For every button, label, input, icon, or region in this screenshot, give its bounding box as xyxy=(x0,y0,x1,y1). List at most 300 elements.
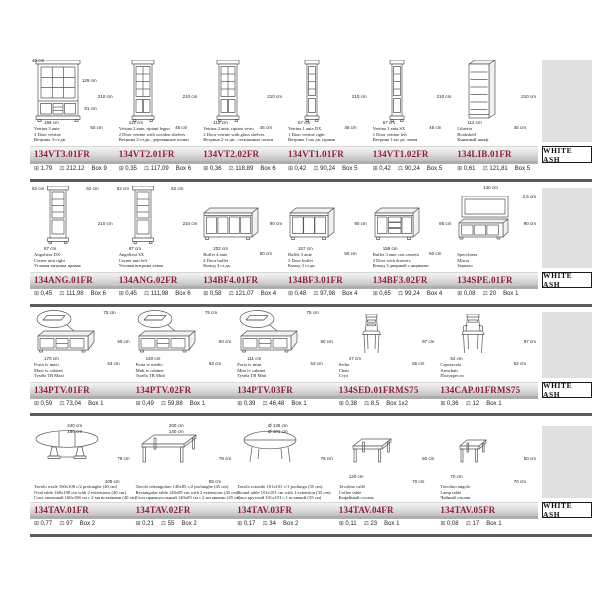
product-desc-ru: Тумба ТВ Mini xyxy=(237,373,267,379)
weight-value: 97 xyxy=(66,520,73,527)
spec-row xyxy=(119,165,198,172)
finish-badge: WHITE ASH xyxy=(542,146,592,163)
volume-value: 1,79 xyxy=(40,165,53,172)
weight-icon: ⚖ xyxy=(262,401,268,407)
product-desc-ru: Ветрина 1-но дв. левая xyxy=(372,137,418,143)
dimension-label: 108 cm xyxy=(104,479,120,484)
product-code: 134TAV.04FR xyxy=(338,505,394,515)
spec-row xyxy=(440,520,508,527)
dimension-label: 50 cm xyxy=(90,125,103,130)
spec-row xyxy=(237,520,305,527)
dimension-label: Ø 136 cm xyxy=(268,423,288,428)
product-cell xyxy=(335,310,437,382)
volume-icon: ⊞ xyxy=(135,401,141,407)
dimension-label: 55 cm xyxy=(412,361,425,366)
volume-icon: ⊞ xyxy=(372,166,378,172)
product-desc-it: Tavolo ovale 160x108 c/2 prolunghe (40 cm) xyxy=(34,484,118,489)
box-count: Box 5 xyxy=(426,165,443,172)
dimension-label: 157 cm xyxy=(298,246,313,251)
product-desc-en: Maxi tv cabinet xyxy=(34,367,63,373)
weight-icon: ⚖ xyxy=(59,401,65,407)
weight-value: 111,98 xyxy=(66,290,84,297)
weight-icon: ⚖ xyxy=(160,401,167,407)
product-desc-en: Armchair xyxy=(440,367,458,373)
product-desc-en: 1 Door vetrine right xyxy=(288,131,325,137)
product-desc-en: Rectangular table 140x85 cm with 2 extensions (45 cm) xyxy=(135,489,239,495)
product-code: 134SPE.01FR xyxy=(457,275,513,285)
product-code: 134TAV.03FR xyxy=(237,505,293,515)
spec-row xyxy=(457,165,537,172)
volume-value: 0,45 xyxy=(40,290,53,297)
product-code: 134VT2.02FR xyxy=(203,149,260,159)
weight-icon: ⚖ xyxy=(465,401,471,407)
product-desc-it: Capotavola xyxy=(440,362,462,367)
dimension-label: 210 cm xyxy=(97,93,113,99)
box-count: Box 6 xyxy=(90,290,106,297)
product-code: 134PTV.01FR xyxy=(34,385,90,395)
box-count: Box 6 xyxy=(175,290,191,297)
spec-row xyxy=(373,290,449,297)
box-count: Box 1x2 xyxy=(386,400,408,407)
dimension-label: 40 cm xyxy=(32,58,45,63)
dimension-label: 45 cm xyxy=(175,125,188,130)
weight-value: 121,07 xyxy=(235,290,254,297)
product-desc-en: Midi tv cabinet xyxy=(135,367,164,373)
drawing-armchair xyxy=(461,314,485,356)
product-cell xyxy=(115,58,200,146)
dimension-label: 50 cm xyxy=(320,339,333,345)
drawing-vitrine1 xyxy=(304,60,320,122)
dimension-label: 75 cm xyxy=(103,310,116,315)
box-count: Box 4 xyxy=(342,290,358,297)
dimension-label: 62 cm xyxy=(171,186,184,191)
dimension-label: 50 cm xyxy=(117,339,130,345)
dimension-label: 111 cm xyxy=(247,356,262,361)
divider xyxy=(30,161,538,164)
dimension-label: 210 cm xyxy=(351,93,367,99)
dimension-label: 62 cm xyxy=(116,186,129,191)
box-count: Box 2 xyxy=(282,520,299,527)
dimension-label: 158 cm xyxy=(382,246,398,251)
dimension-label: 75 cm xyxy=(204,310,218,315)
volume-value: 0,77 xyxy=(40,520,53,527)
dimension-label: 140 cm xyxy=(168,429,184,434)
product-code: 134TAV.05FR xyxy=(440,505,496,515)
product-code: 134TAV.01FR xyxy=(34,505,89,515)
dimension-label: 140 cm xyxy=(483,185,498,190)
section-divider xyxy=(30,179,592,182)
volume-value: 0,61 xyxy=(463,165,476,172)
drawing-vitrine2 xyxy=(216,60,240,122)
dimension-label: 97 cm xyxy=(523,339,536,345)
spec-row xyxy=(34,165,114,172)
volume-value: 0,58 xyxy=(209,290,222,297)
product-desc-it: Vetrina 1 anta DX xyxy=(288,126,322,131)
box-count: Box 1 xyxy=(384,520,400,527)
product-desc-it: Tavolo rotondo 101x101 c/1 prolunga (35 cm) xyxy=(237,484,323,489)
drawing-buffet4 xyxy=(203,206,259,242)
finish-badge: WHITE ASH xyxy=(542,382,592,398)
weight-value: 20 xyxy=(489,290,497,297)
weight-icon: ⚖ xyxy=(143,166,150,172)
product-cell xyxy=(132,310,234,382)
box-count: Box 1 xyxy=(486,400,502,407)
product-cell xyxy=(436,424,538,502)
product-desc-it: Vetrina 2 ante, ripiani legno xyxy=(118,126,170,131)
box-count: Box 2 xyxy=(79,520,96,527)
volume-value: 0,42 xyxy=(294,165,307,172)
product-desc-en: Oval table 160x108 cm with 2 extensions (40 cm) xyxy=(34,489,126,495)
drawing-bookshelf xyxy=(467,60,497,122)
volume-value: 0,48 xyxy=(294,290,307,297)
product-code: 134ANG.02FR xyxy=(118,275,178,285)
drawing-corner xyxy=(47,186,69,244)
weight-icon: ⚖ xyxy=(59,521,65,527)
box-count: Box 5 xyxy=(342,165,358,172)
product-cell xyxy=(453,186,538,272)
weight-value: 111,98 xyxy=(150,290,169,297)
section-divider xyxy=(30,534,592,537)
product-cell xyxy=(132,423,241,502)
box-count: Box 5 xyxy=(514,165,531,172)
dimension-label: 75 cm xyxy=(306,310,319,315)
box-count: Box 6 xyxy=(175,165,192,172)
product-code: 134CAP.01FRMS75 xyxy=(440,385,521,395)
weight-icon: ⚖ xyxy=(160,521,167,527)
volume-icon: ⊞ xyxy=(457,166,463,172)
spec-row xyxy=(203,165,282,172)
dimension-label: Ø 101 cm xyxy=(268,429,288,434)
drawing-vitrine1 xyxy=(389,60,405,122)
box-count: Box 2 xyxy=(181,520,197,527)
dimension-label: 70 cm xyxy=(513,479,526,484)
volume-value: 0,45 xyxy=(125,290,137,297)
dimension-label: 90 cm xyxy=(269,221,282,227)
weight-icon: ⚖ xyxy=(228,291,234,297)
spec-row xyxy=(339,400,415,407)
drawing-tvstand xyxy=(137,310,199,356)
box-count: Box 1 xyxy=(503,290,519,297)
product-cell xyxy=(369,186,454,272)
weight-icon: ⚖ xyxy=(397,166,404,172)
weight-value: 8,5 xyxy=(370,400,380,407)
weight-value: 17 xyxy=(472,520,480,527)
drawing-lamp xyxy=(457,436,489,466)
volume-icon: ⊞ xyxy=(237,521,243,527)
weight-value: 99,24 xyxy=(404,290,420,297)
product-desc-en: Round table 101x101 cm with 1 extension (35 cm) xyxy=(237,489,331,495)
product-code: 134LIB.01FR xyxy=(457,149,512,159)
weight-icon: ⚖ xyxy=(59,166,65,172)
volume-value: 0,42 xyxy=(379,165,391,172)
product-desc-ru: Стол овальный 160х108 см с 2-мя вставками (40 см) xyxy=(34,495,137,501)
product-code: 134VT1.02FR xyxy=(372,149,429,159)
volume-icon: ⊞ xyxy=(372,291,378,297)
dimension-label: 50 cm xyxy=(344,251,357,256)
finish-color-swatch xyxy=(542,426,592,498)
product-desc-en: Corner unit left xyxy=(118,257,148,263)
dimension-label: 112 cm xyxy=(467,120,482,125)
dimension-label: 210 cm xyxy=(97,221,113,227)
divider xyxy=(30,396,538,399)
finish-badge: WHITE ASH xyxy=(542,502,592,518)
dimension-label: 67 cm xyxy=(298,120,311,125)
volume-icon: ⊞ xyxy=(338,401,344,407)
weight-value: 73,04 xyxy=(66,400,82,407)
dimension-label: 210 cm xyxy=(521,93,536,99)
weight-value: 90,24 xyxy=(404,165,420,172)
product-desc-ru: Кофейный столик xyxy=(338,495,374,501)
code-bar xyxy=(30,272,538,287)
dimension-label: 210 cm xyxy=(267,93,282,99)
product-desc-en: 3 Door buffet xyxy=(288,257,313,263)
dimension-label: 87 cm xyxy=(44,246,57,251)
weight-value: 59,88 xyxy=(167,400,183,407)
dimension-label: 112 cm xyxy=(128,120,144,125)
volume-icon: ⊞ xyxy=(440,521,446,527)
spec-row xyxy=(237,400,313,407)
drawing-mirror xyxy=(457,196,513,242)
section-divider xyxy=(30,413,592,416)
product-desc-en: 3 Door with drawers xyxy=(372,257,411,263)
dimension-label: 53 cm xyxy=(310,361,323,366)
dimension-label: 90 cm xyxy=(354,221,367,227)
volume-value: 0,17 xyxy=(243,520,256,527)
box-count: Box 1 xyxy=(291,400,307,407)
spec-row xyxy=(288,290,364,297)
catalog-section xyxy=(30,424,592,540)
product-desc-ru: Зеркало xyxy=(457,263,473,269)
product-cell xyxy=(284,58,369,146)
product-code: 134SED.01FRMS75 xyxy=(338,385,419,395)
drawing-tvstand xyxy=(239,310,301,356)
product-cell xyxy=(199,186,284,272)
volume-icon: ⊞ xyxy=(34,521,40,527)
dimension-label: 47 cm xyxy=(348,356,362,361)
product-desc-en: Corner unit right xyxy=(34,257,65,263)
product-desc-en: Mini tv cabinet xyxy=(237,367,266,373)
dimension-label: 62 cm xyxy=(86,186,99,191)
product-desc-ru: Тумба ТВ Midi xyxy=(135,373,165,379)
drawing-buffet3d xyxy=(374,206,420,242)
weight-icon: ⚖ xyxy=(397,291,404,297)
spec-row xyxy=(440,400,508,407)
drawing-corner xyxy=(132,186,154,244)
product-desc-en: 4 Door buffet xyxy=(203,257,229,263)
weight-value: 117,09 xyxy=(150,165,169,172)
dimension-label: 200 cm xyxy=(168,423,184,428)
weight-value: 90,24 xyxy=(320,165,336,172)
product-cell xyxy=(199,58,284,146)
volume-icon: ⊞ xyxy=(118,291,124,297)
finish-color-swatch xyxy=(542,312,592,378)
volume-icon: ⊞ xyxy=(34,291,40,297)
weight-value: 55 xyxy=(167,520,175,527)
dimension-label: 53 cm xyxy=(208,361,222,366)
dimension-label: 50 cm xyxy=(259,251,272,256)
volume-icon: ⊞ xyxy=(203,166,209,172)
dimension-label: 85 cm xyxy=(208,479,222,484)
spec-row xyxy=(34,400,110,407)
drawing-vitrine3 xyxy=(35,60,81,122)
code-bar xyxy=(30,146,538,162)
product-desc-en: Chair xyxy=(338,367,350,373)
weight-icon: ⚖ xyxy=(465,521,471,527)
product-desc-ru: Ветрина 1-но дв. правая xyxy=(288,137,336,143)
box-count: Box 4 xyxy=(426,290,443,297)
dimension-label: 50 cm xyxy=(218,339,232,345)
weight-value: 118,89 xyxy=(235,165,254,172)
volume-icon: ⊞ xyxy=(338,521,344,527)
volume-value: 0,65 xyxy=(379,290,391,297)
dimension-label: 50 cm xyxy=(523,455,536,461)
weight-value: 46,48 xyxy=(269,400,285,407)
dimension-label: 158 cm xyxy=(44,120,59,125)
product-cell xyxy=(453,58,538,146)
volume-value: 0,36 xyxy=(209,165,222,172)
weight-value: 34 xyxy=(269,520,276,527)
volume-icon: ⊞ xyxy=(288,291,294,297)
product-code: 134BF3.02FR xyxy=(372,275,428,285)
product-desc-it: Tavolino angolo xyxy=(440,484,471,489)
weight-icon: ⚖ xyxy=(364,401,370,407)
drawing-coffee xyxy=(350,436,394,466)
box-count: Box 1 xyxy=(88,400,104,407)
volume-value: 0,36 xyxy=(446,400,459,407)
volume-value: 0,49 xyxy=(142,400,154,407)
product-desc-ru: Стол круглый 101х101 с 1 вставкой (35 см) xyxy=(237,495,322,501)
dimension-label: 170 cm xyxy=(44,356,59,361)
product-desc-it: Buffet 4 ante xyxy=(203,252,228,257)
dimension-label: 67 cm xyxy=(382,120,395,125)
volume-icon: ⊞ xyxy=(440,401,446,407)
dimension-label: 90 cm xyxy=(523,221,536,227)
weight-icon: ⚖ xyxy=(482,291,488,297)
dimension-label: 45 cm xyxy=(344,125,357,130)
weight-icon: ⚖ xyxy=(313,291,319,297)
dimension-label: 70 cm xyxy=(412,479,425,484)
weight-icon: ⚖ xyxy=(363,521,369,527)
code-bar xyxy=(30,382,538,397)
product-desc-it: Tavolino caffè xyxy=(338,484,366,489)
product-code: 134PTV.03FR xyxy=(237,385,293,395)
product-code: 134BF4.01FR xyxy=(203,275,259,285)
dimension-label: 62 cm xyxy=(32,186,45,191)
dimension-label: 78 cm xyxy=(320,455,333,461)
volume-icon: ⊞ xyxy=(135,521,141,527)
spec-row xyxy=(136,520,204,527)
spec-row xyxy=(288,165,364,172)
dimension-label: 62 cm xyxy=(513,361,526,366)
product-cell xyxy=(115,186,200,272)
product-desc-it: Specchiera xyxy=(457,252,478,257)
catalog-section xyxy=(30,186,592,308)
spec-row xyxy=(34,520,102,527)
volume-value: 0,59 xyxy=(40,400,53,407)
dimension-label: 112 cm xyxy=(213,120,228,125)
volume-value: 0,39 xyxy=(243,400,256,407)
product-desc-en: 3 Door vetrine xyxy=(34,131,61,137)
product-code: 134VT1.01FR xyxy=(288,149,344,159)
product-desc-ru: Ветрина 2-ст.дв., деревянные полки xyxy=(118,137,189,143)
product-desc-en: Coffee table xyxy=(338,489,362,495)
product-desc-it: Porta tv maxi xyxy=(34,362,59,367)
section-divider xyxy=(30,304,592,307)
dimension-label: 81 cm xyxy=(84,106,97,112)
product-desc-it: Vetrina 1 anta SX xyxy=(372,126,406,131)
drawing-chair xyxy=(362,314,382,356)
box-count: Box 1 xyxy=(486,520,502,527)
product-desc-it: Buffet 3 ante con cassetti xyxy=(372,252,420,257)
weight-icon: ⚖ xyxy=(482,166,488,172)
drawing-tvstand xyxy=(36,310,98,356)
volume-icon: ⊞ xyxy=(34,166,40,172)
product-desc-ru: Комод 3 ст.дв. xyxy=(288,263,316,269)
product-desc-en: 1 Door vetrine left xyxy=(372,131,407,137)
product-desc-en: Bookshelf xyxy=(457,131,477,137)
weight-icon: ⚖ xyxy=(59,291,65,297)
volume-icon: ⊞ xyxy=(457,291,463,297)
dimension-label: 70 cm xyxy=(450,474,463,479)
spec-row xyxy=(136,400,212,407)
weight-value: 121,81 xyxy=(489,165,508,172)
weight-value: 12 xyxy=(472,400,480,407)
dimension-label: 45 cm xyxy=(513,125,526,130)
weight-icon: ⚖ xyxy=(313,166,319,172)
dimension-label: 2,5 cm xyxy=(522,194,536,199)
product-code: 134BF3.01FR xyxy=(288,275,343,285)
spec-row xyxy=(373,165,449,172)
dimension-label: 97 cm xyxy=(422,339,435,345)
box-count: Box 1 xyxy=(189,400,206,407)
finish-color-swatch xyxy=(542,60,592,142)
dimension-label: 78 cm xyxy=(218,455,232,461)
drawing-vitrine2 xyxy=(131,60,155,122)
spec-row xyxy=(457,290,525,297)
product-desc-ru: Ветрина 2-ст.дв., стеклянные полки xyxy=(203,137,274,143)
product-desc-ru: Ветрина 3-ст.дв. xyxy=(34,137,66,143)
weight-icon: ⚖ xyxy=(228,166,234,172)
divider xyxy=(30,516,538,519)
product-desc-it: Angoliera DX xyxy=(34,252,61,257)
product-desc-ru: Угловая витрина правая xyxy=(34,263,81,269)
product-cell xyxy=(30,423,137,502)
product-cell xyxy=(233,310,335,382)
product-desc-en: Mirror xyxy=(457,257,470,263)
product-desc-it: Tavolo rettangolare 140x85 c/2 prolunghe (45 cm) xyxy=(135,484,229,489)
product-desc-ru: Полукресло xyxy=(440,373,464,379)
dimension-label: 50 cm xyxy=(429,251,442,256)
box-count: Box 9 xyxy=(91,165,107,172)
product-desc-ru: Стул xyxy=(338,373,349,379)
product-desc-it: Vetrina 3 ante xyxy=(34,126,60,131)
drawing-tableround xyxy=(242,430,298,466)
product-code: 134PTV.02FR xyxy=(135,385,192,395)
volume-value: 0,38 xyxy=(345,400,358,407)
spec-row xyxy=(34,290,113,297)
dimension-label: 120 cm xyxy=(348,474,364,479)
product-cell xyxy=(30,58,115,146)
drawing-tableoval xyxy=(35,430,99,466)
catalog-section xyxy=(30,58,592,184)
product-cell xyxy=(30,310,132,382)
product-code: 134TAV.02FR xyxy=(135,505,191,515)
dimension-label: 87 cm xyxy=(128,246,141,251)
product-desc-ru: Книжный шкаф xyxy=(457,137,489,143)
dimension-label: 45 cm xyxy=(259,125,272,130)
divider xyxy=(30,286,538,289)
dimension-label: 50 cm xyxy=(422,455,435,461)
